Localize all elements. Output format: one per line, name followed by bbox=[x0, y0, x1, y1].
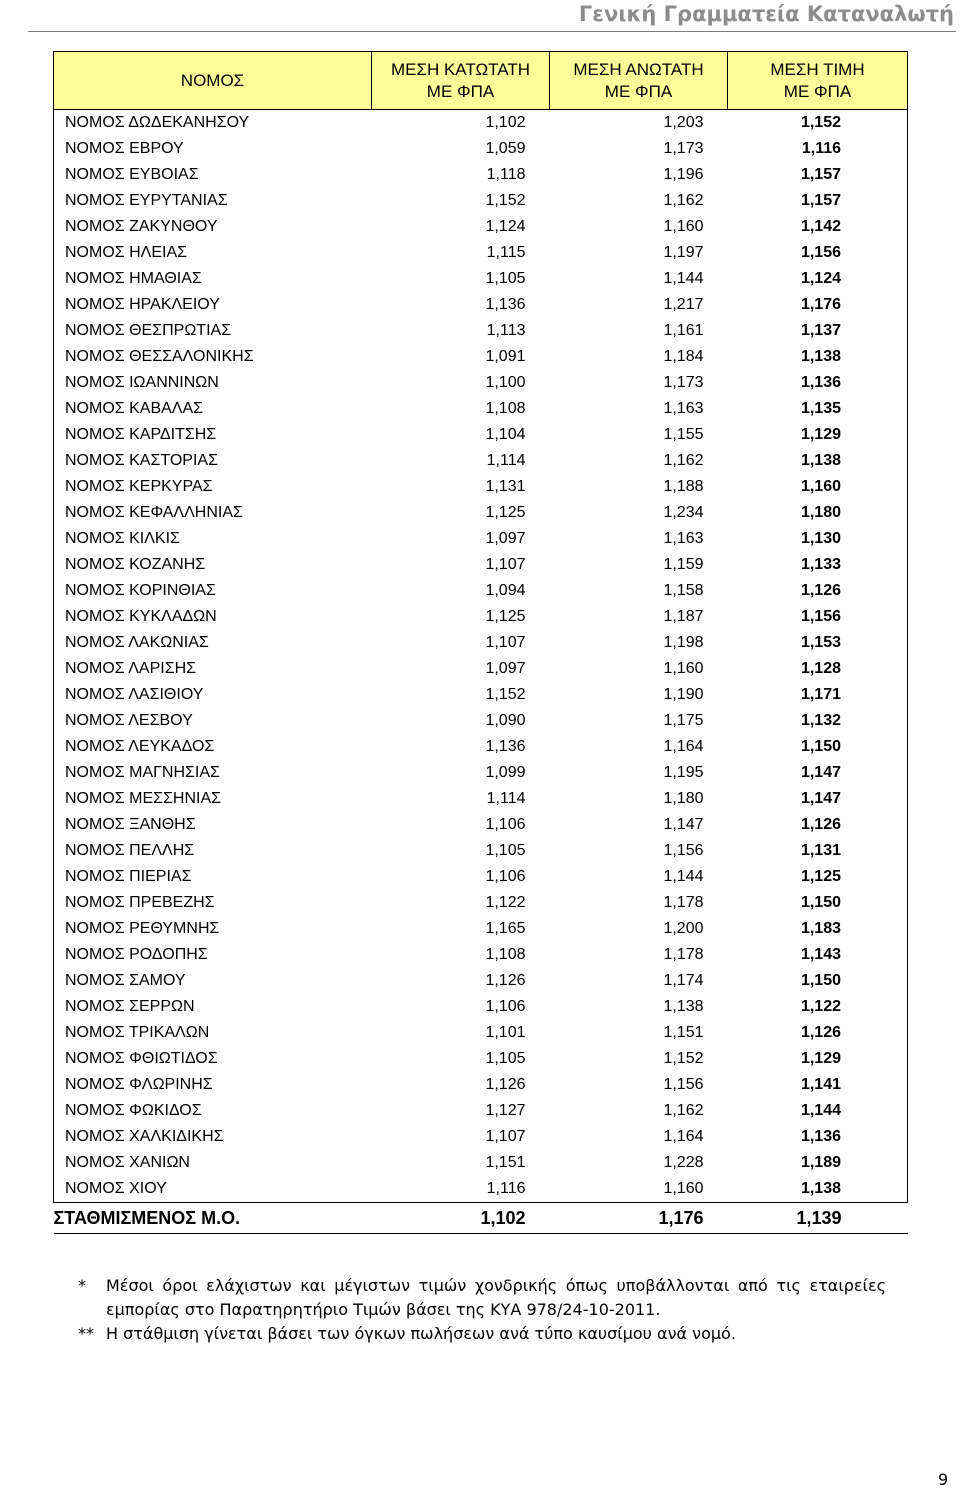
table-row bbox=[54, 370, 908, 396]
prefecture-name: ΝΟΜΟΣ ΚΟΖΑΝΗΣ bbox=[54, 552, 372, 578]
table-row bbox=[54, 552, 908, 578]
avg-price: 1,138 bbox=[728, 344, 908, 370]
prefecture-name: ΝΟΜΟΣ ΦΛΩΡΙΝΗΣ bbox=[54, 1072, 372, 1098]
prefecture-name: ΝΟΜΟΣ ΚΥΚΛΑΔΩΝ bbox=[54, 604, 372, 630]
prefecture-name: ΝΟΜΟΣ ΚΑΣΤΟΡΙΑΣ bbox=[54, 448, 372, 474]
table-row bbox=[54, 578, 908, 604]
avg-price: 1,147 bbox=[728, 786, 908, 812]
max-price: 1,161 bbox=[663, 322, 704, 339]
max-price: 1,158 bbox=[663, 582, 704, 599]
avg-price: 1,160 bbox=[728, 474, 908, 500]
min-price: 1,104 bbox=[485, 426, 526, 443]
prefecture-name: ΝΟΜΟΣ ΡΕΘΥΜΝΗΣ bbox=[54, 916, 372, 942]
avg-price: 1,136 bbox=[728, 1124, 908, 1150]
table-row bbox=[54, 812, 908, 838]
avg-price: 1,176 bbox=[728, 292, 908, 318]
table-row bbox=[54, 786, 908, 812]
page-number: 9 bbox=[938, 1470, 949, 1489]
min-price: 1,102 bbox=[485, 114, 526, 131]
min-price: 1,118 bbox=[486, 166, 526, 183]
table-row bbox=[54, 526, 908, 552]
prefecture-name: ΝΟΜΟΣ ΛΕΥΚΑΔΟΣ bbox=[54, 734, 372, 760]
min-price: 1,059 bbox=[485, 140, 526, 157]
table-row bbox=[54, 1072, 908, 1098]
table-row bbox=[54, 474, 908, 500]
min-price: 1,097 bbox=[485, 530, 526, 547]
prefecture-name: ΝΟΜΟΣ ΙΩΑΝΝΙΝΩΝ bbox=[54, 370, 372, 396]
total-label: ΣΤΑΘΜΙΣΜΕΝΟΣ Μ.Ο. bbox=[54, 1203, 372, 1234]
table-row bbox=[54, 994, 908, 1020]
table-row bbox=[54, 318, 908, 344]
max-price: 1,163 bbox=[663, 400, 704, 417]
table-header-row bbox=[54, 52, 908, 110]
min-price: 1,107 bbox=[485, 634, 526, 651]
min-price: 1,115 bbox=[486, 244, 526, 261]
prefecture-name: ΝΟΜΟΣ ΕΒΡΟΥ bbox=[54, 136, 372, 162]
column-header-label: ΜΕΣΗ ΤΙΜΗ bbox=[770, 59, 865, 79]
table-row bbox=[54, 838, 908, 864]
max-price: 1,198 bbox=[663, 634, 704, 651]
max-price: 1,196 bbox=[663, 166, 704, 183]
table-row bbox=[54, 630, 908, 656]
avg-price: 1,136 bbox=[728, 370, 908, 396]
document-header-title: Γενική Γραμματεία Καταναλωτή bbox=[578, 2, 954, 26]
max-price: 1,203 bbox=[663, 114, 704, 131]
max-price: 1,152 bbox=[663, 1050, 704, 1067]
footnote-mark: * bbox=[78, 1276, 86, 1295]
prefecture-name: ΝΟΜΟΣ ΛΑΣΙΘΙΟΥ bbox=[54, 682, 372, 708]
table-row bbox=[54, 136, 908, 162]
prefecture-name: ΝΟΜΟΣ ΦΘΙΩΤΙΔΟΣ bbox=[54, 1046, 372, 1072]
footnotes bbox=[78, 1274, 886, 1346]
avg-price: 1,150 bbox=[728, 968, 908, 994]
max-price: 1,159 bbox=[663, 556, 704, 573]
min-price: 1,125 bbox=[485, 504, 526, 521]
table-row bbox=[54, 968, 908, 994]
max-price: 1,151 bbox=[663, 1024, 704, 1041]
prefecture-name: ΝΟΜΟΣ ΠΡΕΒΕΖΗΣ bbox=[54, 890, 372, 916]
table-row bbox=[54, 760, 908, 786]
max-price: 1,164 bbox=[663, 738, 704, 755]
column-header-label: ΝΟΜΟΣ bbox=[180, 70, 245, 90]
table-row bbox=[54, 1020, 908, 1046]
avg-price: 1,131 bbox=[728, 838, 908, 864]
min-price: 1,126 bbox=[485, 972, 526, 989]
min-price: 1,105 bbox=[485, 842, 526, 859]
avg-price: 1,126 bbox=[728, 1020, 908, 1046]
total-min-price: 1,102 bbox=[372, 1203, 550, 1234]
total-avg-price: 1,139 bbox=[728, 1203, 908, 1234]
avg-price: 1,132 bbox=[728, 708, 908, 734]
avg-price: 1,171 bbox=[728, 682, 908, 708]
prefecture-name: ΝΟΜΟΣ ΗΜΑΘΙΑΣ bbox=[54, 266, 372, 292]
prefecture-name: ΝΟΜΟΣ ΞΑΝΘΗΣ bbox=[54, 812, 372, 838]
column-header-sublabel: ΜΕ ΦΠΑ bbox=[783, 81, 852, 101]
prefecture-name: ΝΟΜΟΣ ΤΡΙΚΑΛΩΝ bbox=[54, 1020, 372, 1046]
min-price: 1,136 bbox=[485, 738, 526, 755]
min-price: 1,113 bbox=[486, 322, 526, 339]
table-row bbox=[54, 1176, 908, 1203]
min-price: 1,151 bbox=[485, 1154, 526, 1171]
table-row bbox=[54, 942, 908, 968]
avg-price: 1,144 bbox=[728, 1098, 908, 1124]
prefecture-name: ΝΟΜΟΣ ΗΛΕΙΑΣ bbox=[54, 240, 372, 266]
min-price: 1,105 bbox=[485, 1050, 526, 1067]
avg-price: 1,126 bbox=[728, 578, 908, 604]
table-row bbox=[54, 292, 908, 318]
max-price: 1,162 bbox=[663, 1102, 704, 1119]
column-header-prefecture bbox=[54, 52, 372, 110]
min-price: 1,106 bbox=[485, 998, 526, 1015]
min-price: 1,114 bbox=[486, 452, 526, 469]
table-row bbox=[54, 240, 908, 266]
avg-price: 1,153 bbox=[728, 630, 908, 656]
table-row bbox=[54, 188, 908, 214]
max-price: 1,173 bbox=[663, 374, 704, 391]
footnote-2 bbox=[78, 1322, 886, 1346]
prefecture-name: ΝΟΜΟΣ ΚΕΡΚΥΡΑΣ bbox=[54, 474, 372, 500]
min-price: 1,116 bbox=[486, 1180, 526, 1197]
column-header-min-price bbox=[372, 52, 550, 110]
min-price: 1,091 bbox=[485, 348, 526, 365]
avg-price: 1,128 bbox=[728, 656, 908, 682]
prefecture-name: ΝΟΜΟΣ ΧΑΝΙΩΝ bbox=[54, 1150, 372, 1176]
avg-price: 1,122 bbox=[728, 994, 908, 1020]
avg-price: 1,130 bbox=[728, 526, 908, 552]
footnote-text: Η στάθμιση γίνεται βάσει των όγκων πωλήσεων ανά τύπο καυσίμου ανά νομό. bbox=[106, 1324, 736, 1343]
prefecture-name: ΝΟΜΟΣ ΚΑΒΑΛΑΣ bbox=[54, 396, 372, 422]
prefecture-name: ΝΟΜΟΣ ΣΕΡΡΩΝ bbox=[54, 994, 372, 1020]
prefecture-name: ΝΟΜΟΣ ΠΙΕΡΙΑΣ bbox=[54, 864, 372, 890]
min-price: 1,131 bbox=[485, 478, 526, 495]
table-body bbox=[54, 110, 908, 1203]
avg-price: 1,135 bbox=[728, 396, 908, 422]
prefecture-name: ΝΟΜΟΣ ΕΥΡΥΤΑΝΙΑΣ bbox=[54, 188, 372, 214]
weighted-average-row bbox=[54, 1203, 908, 1234]
table-row bbox=[54, 682, 908, 708]
max-price: 1,162 bbox=[663, 192, 704, 209]
avg-price: 1,150 bbox=[728, 734, 908, 760]
table-row bbox=[54, 1098, 908, 1124]
min-price: 1,105 bbox=[485, 270, 526, 287]
max-price: 1,173 bbox=[663, 140, 704, 157]
avg-price: 1,157 bbox=[728, 162, 908, 188]
max-price: 1,190 bbox=[663, 686, 704, 703]
column-header-label: ΜΕΣΗ ΑΝΩΤΑΤΗ bbox=[573, 59, 704, 79]
column-header-sublabel: ΜΕ ΦΠΑ bbox=[426, 81, 495, 101]
min-price: 1,106 bbox=[485, 868, 526, 885]
avg-price: 1,183 bbox=[728, 916, 908, 942]
min-price: 1,101 bbox=[485, 1024, 526, 1041]
avg-price: 1,157 bbox=[728, 188, 908, 214]
avg-price: 1,142 bbox=[728, 214, 908, 240]
max-price: 1,156 bbox=[663, 1076, 704, 1093]
max-price: 1,217 bbox=[663, 296, 704, 313]
max-price: 1,160 bbox=[663, 1180, 704, 1197]
prefecture-name: ΝΟΜΟΣ ΚΑΡΔΙΤΣΗΣ bbox=[54, 422, 372, 448]
prefecture-name: ΝΟΜΟΣ ΜΑΓΝΗΣΙΑΣ bbox=[54, 760, 372, 786]
table-row bbox=[54, 110, 908, 137]
table-row bbox=[54, 890, 908, 916]
min-price: 1,108 bbox=[485, 400, 526, 417]
max-price: 1,188 bbox=[663, 478, 704, 495]
max-price: 1,178 bbox=[663, 946, 704, 963]
avg-price: 1,143 bbox=[728, 942, 908, 968]
table-row bbox=[54, 604, 908, 630]
table-row bbox=[54, 422, 908, 448]
prefecture-name: ΝΟΜΟΣ ΛΑΚΩΝΙΑΣ bbox=[54, 630, 372, 656]
prefecture-name: ΝΟΜΟΣ ΛΑΡΙΣΗΣ bbox=[54, 656, 372, 682]
max-price: 1,184 bbox=[663, 348, 704, 365]
prefecture-name: ΝΟΜΟΣ ΠΕΛΛΗΣ bbox=[54, 838, 372, 864]
max-price: 1,197 bbox=[663, 244, 704, 261]
prices-table bbox=[53, 51, 908, 1234]
header-divider bbox=[28, 31, 956, 32]
prefecture-name: ΝΟΜΟΣ ΖΑΚΥΝΘΟΥ bbox=[54, 214, 372, 240]
prefecture-name: ΝΟΜΟΣ ΡΟΔΟΠΗΣ bbox=[54, 942, 372, 968]
avg-price: 1,156 bbox=[728, 240, 908, 266]
avg-price: 1,116 bbox=[728, 136, 908, 162]
column-header-max-price bbox=[550, 52, 728, 110]
max-price: 1,144 bbox=[663, 868, 704, 885]
max-price: 1,144 bbox=[663, 270, 704, 287]
max-price: 1,138 bbox=[663, 998, 704, 1015]
min-price: 1,107 bbox=[485, 556, 526, 573]
avg-price: 1,141 bbox=[728, 1072, 908, 1098]
prefecture-name: ΝΟΜΟΣ ΣΑΜΟΥ bbox=[54, 968, 372, 994]
min-price: 1,100 bbox=[485, 374, 526, 391]
prefecture-name: ΝΟΜΟΣ ΛΕΣΒΟΥ bbox=[54, 708, 372, 734]
max-price: 1,162 bbox=[663, 452, 704, 469]
min-price: 1,125 bbox=[485, 608, 526, 625]
avg-price: 1,180 bbox=[728, 500, 908, 526]
avg-price: 1,138 bbox=[728, 448, 908, 474]
prefecture-name: ΝΟΜΟΣ ΕΥΒΟΙΑΣ bbox=[54, 162, 372, 188]
table-row bbox=[54, 1046, 908, 1072]
prefecture-name: ΝΟΜΟΣ ΘΕΣΠΡΩΤΙΑΣ bbox=[54, 318, 372, 344]
max-price: 1,228 bbox=[663, 1154, 704, 1171]
max-price: 1,156 bbox=[663, 842, 704, 859]
max-price: 1,175 bbox=[663, 712, 704, 729]
avg-price: 1,138 bbox=[728, 1176, 908, 1203]
footnote-text: Μέσοι όροι ελάχιστων και μέγιστων τιμών χονδρικής όπως υποβάλλονται από τις εταιρείες εμπορίας στο Παρατηρητήριο Τιμών βάσει της ΚΥΑ 978/24-10-2011. bbox=[106, 1276, 886, 1319]
max-price: 1,195 bbox=[663, 764, 704, 781]
prefecture-name: ΝΟΜΟΣ ΧΙΟΥ bbox=[54, 1176, 372, 1203]
avg-price: 1,156 bbox=[728, 604, 908, 630]
max-price: 1,234 bbox=[663, 504, 704, 521]
avg-price: 1,150 bbox=[728, 890, 908, 916]
min-price: 1,114 bbox=[486, 790, 526, 807]
min-price: 1,127 bbox=[485, 1102, 526, 1119]
avg-price: 1,124 bbox=[728, 266, 908, 292]
avg-price: 1,129 bbox=[728, 1046, 908, 1072]
column-header-sublabel: ΜΕ ΦΠΑ bbox=[604, 81, 673, 101]
min-price: 1,124 bbox=[485, 218, 526, 235]
avg-price: 1,133 bbox=[728, 552, 908, 578]
footnote-mark: ** bbox=[78, 1324, 94, 1343]
table-row bbox=[54, 864, 908, 890]
max-price: 1,187 bbox=[663, 608, 704, 625]
max-price: 1,163 bbox=[663, 530, 704, 547]
min-price: 1,097 bbox=[485, 660, 526, 677]
table-row bbox=[54, 916, 908, 942]
column-header-avg-price bbox=[728, 52, 908, 110]
avg-price: 1,147 bbox=[728, 760, 908, 786]
max-price: 1,160 bbox=[663, 660, 704, 677]
min-price: 1,136 bbox=[485, 296, 526, 313]
min-price: 1,108 bbox=[485, 946, 526, 963]
max-price: 1,178 bbox=[663, 894, 704, 911]
table-row bbox=[54, 500, 908, 526]
prefecture-name: ΝΟΜΟΣ ΚΕΦΑΛΛΗΝΙΑΣ bbox=[54, 500, 372, 526]
footnote-1 bbox=[78, 1274, 886, 1322]
min-price: 1,152 bbox=[485, 686, 526, 703]
min-price: 1,094 bbox=[485, 582, 526, 599]
min-price: 1,090 bbox=[485, 712, 526, 729]
prefecture-name: ΝΟΜΟΣ ΚΙΛΚΙΣ bbox=[54, 526, 372, 552]
avg-price: 1,125 bbox=[728, 864, 908, 890]
min-price: 1,099 bbox=[485, 764, 526, 781]
table-row bbox=[54, 448, 908, 474]
max-price: 1,155 bbox=[663, 426, 704, 443]
min-price: 1,152 bbox=[485, 192, 526, 209]
table-row bbox=[54, 656, 908, 682]
min-price: 1,122 bbox=[485, 894, 526, 911]
max-price: 1,174 bbox=[663, 972, 704, 989]
max-price: 1,180 bbox=[663, 790, 704, 807]
table-row bbox=[54, 214, 908, 240]
table-row bbox=[54, 396, 908, 422]
prefecture-name: ΝΟΜΟΣ ΦΩΚΙΔΟΣ bbox=[54, 1098, 372, 1124]
total-max-price: 1,176 bbox=[550, 1203, 728, 1234]
max-price: 1,147 bbox=[663, 816, 704, 833]
avg-price: 1,126 bbox=[728, 812, 908, 838]
avg-price: 1,129 bbox=[728, 422, 908, 448]
prefecture-name: ΝΟΜΟΣ ΚΟΡΙΝΘΙΑΣ bbox=[54, 578, 372, 604]
prefecture-name: ΝΟΜΟΣ ΧΑΛΚΙΔΙΚΗΣ bbox=[54, 1124, 372, 1150]
avg-price: 1,189 bbox=[728, 1150, 908, 1176]
min-price: 1,165 bbox=[485, 920, 526, 937]
min-price: 1,107 bbox=[485, 1128, 526, 1145]
max-price: 1,200 bbox=[663, 920, 704, 937]
table-row bbox=[54, 162, 908, 188]
max-price: 1,164 bbox=[663, 1128, 704, 1145]
avg-price: 1,137 bbox=[728, 318, 908, 344]
prefecture-name: ΝΟΜΟΣ ΗΡΑΚΛΕΙΟΥ bbox=[54, 292, 372, 318]
avg-price: 1,152 bbox=[728, 110, 908, 137]
table-row bbox=[54, 734, 908, 760]
prefecture-name: ΝΟΜΟΣ ΜΕΣΣΗΝΙΑΣ bbox=[54, 786, 372, 812]
table-row bbox=[54, 708, 908, 734]
max-price: 1,160 bbox=[663, 218, 704, 235]
column-header-label: ΜΕΣΗ ΚΑΤΩΤΑΤΗ bbox=[390, 59, 531, 79]
prefecture-name: ΝΟΜΟΣ ΘΕΣΣΑΛΟΝΙΚΗΣ bbox=[54, 344, 372, 370]
min-price: 1,126 bbox=[485, 1076, 526, 1093]
table-row bbox=[54, 344, 908, 370]
table-row bbox=[54, 266, 908, 292]
table-row bbox=[54, 1150, 908, 1176]
table-row bbox=[54, 1124, 908, 1150]
prefecture-name: ΝΟΜΟΣ ΔΩΔΕΚΑΝΗΣΟΥ bbox=[54, 110, 372, 137]
min-price: 1,106 bbox=[485, 816, 526, 833]
